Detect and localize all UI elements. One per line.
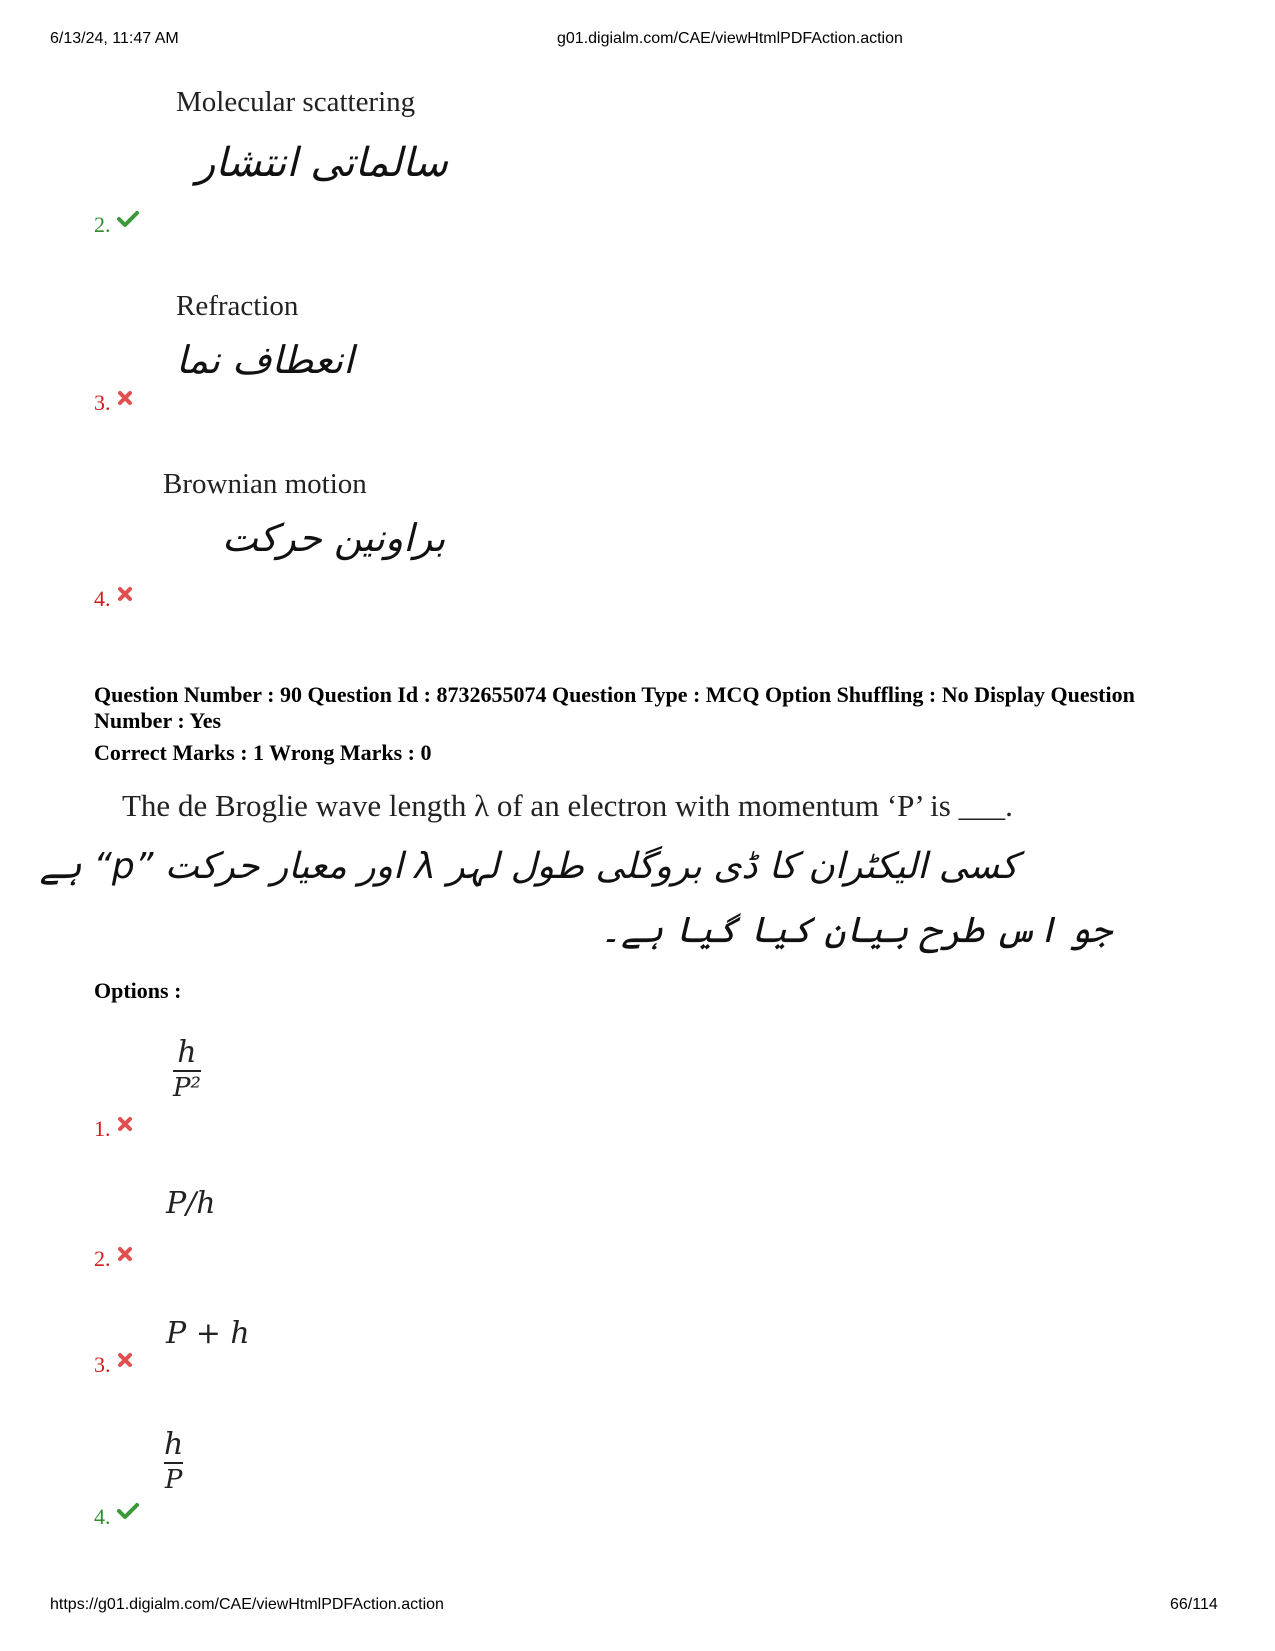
question-meta bbox=[94, 682, 1135, 734]
option-number-text: 4. bbox=[94, 586, 111, 611]
option-label-en: Refraction bbox=[176, 290, 299, 322]
option-formula bbox=[173, 1036, 201, 1104]
option-label-ur: انعطاف نما bbox=[176, 338, 354, 382]
option-number bbox=[94, 582, 133, 612]
print-datetime: 6/13/24, 11:47 AM bbox=[50, 30, 179, 47]
option-number bbox=[94, 208, 139, 238]
option-number bbox=[94, 1112, 133, 1142]
option-label-en: Brownian motion bbox=[163, 468, 367, 500]
option-formula: P + h bbox=[166, 1316, 250, 1351]
cross-icon bbox=[117, 1242, 133, 1268]
question-text-ur-line1: کسی الیکٹران کا ڈی بروگلی طول لہر λ اور معیار حرکت ”p“ ہے bbox=[39, 846, 1018, 887]
cross-icon bbox=[117, 582, 133, 608]
option-number bbox=[94, 1242, 133, 1272]
question-marks: Correct Marks : 1 Wrong Marks : 0 bbox=[94, 740, 432, 765]
option-number-text: 1. bbox=[94, 1116, 111, 1141]
option-number-text: 2. bbox=[94, 1246, 111, 1271]
question-text-en: The de Broglie wave length λ of an electron with momentum ‘P’ is ___. bbox=[122, 788, 1013, 823]
question-text-ur-line2: جو اس طرح بیان کیا گیا ہے۔ bbox=[600, 910, 1112, 951]
option-number-text: 4. bbox=[94, 1504, 111, 1529]
option-label-en: Molecular scattering bbox=[176, 86, 416, 118]
option-formula: P/h bbox=[166, 1186, 216, 1221]
question-meta-line1: Question Number : 90 Question Id : 8732655074 Question Type : MCQ Option Shuffling : No Display Question bbox=[94, 682, 1135, 707]
cross-icon bbox=[117, 386, 133, 412]
option-number bbox=[94, 1348, 133, 1378]
check-icon bbox=[117, 1500, 139, 1526]
print-url: g01.digialm.com/CAE/viewHtmlPDFAction.action bbox=[557, 30, 903, 47]
option-number-text: 3. bbox=[94, 1352, 111, 1377]
cross-icon bbox=[117, 1348, 133, 1374]
option-formula bbox=[164, 1428, 183, 1496]
fraction-numerator: h bbox=[177, 1035, 197, 1070]
footer-url: https://g01.digialm.com/CAE/viewHtmlPDFAction.action bbox=[50, 1596, 444, 1613]
option-number-text: 2. bbox=[94, 212, 111, 237]
cross-icon bbox=[117, 1112, 133, 1138]
fraction-numerator: h bbox=[164, 1427, 184, 1462]
option-label-ur: براونین حرکت bbox=[222, 516, 446, 560]
check-icon bbox=[117, 208, 139, 234]
option-label-ur: سالماتی انتشار bbox=[196, 140, 448, 186]
fraction-denominator: P² bbox=[173, 1073, 201, 1103]
question-meta-line2: Number : Yes bbox=[94, 708, 222, 733]
option-number bbox=[94, 1500, 139, 1530]
option-number bbox=[94, 386, 133, 416]
options-label: Options : bbox=[94, 978, 182, 1003]
page-number: 66/114 bbox=[1170, 1596, 1218, 1613]
option-number-text: 3. bbox=[94, 390, 111, 415]
fraction-denominator: P bbox=[164, 1465, 183, 1495]
